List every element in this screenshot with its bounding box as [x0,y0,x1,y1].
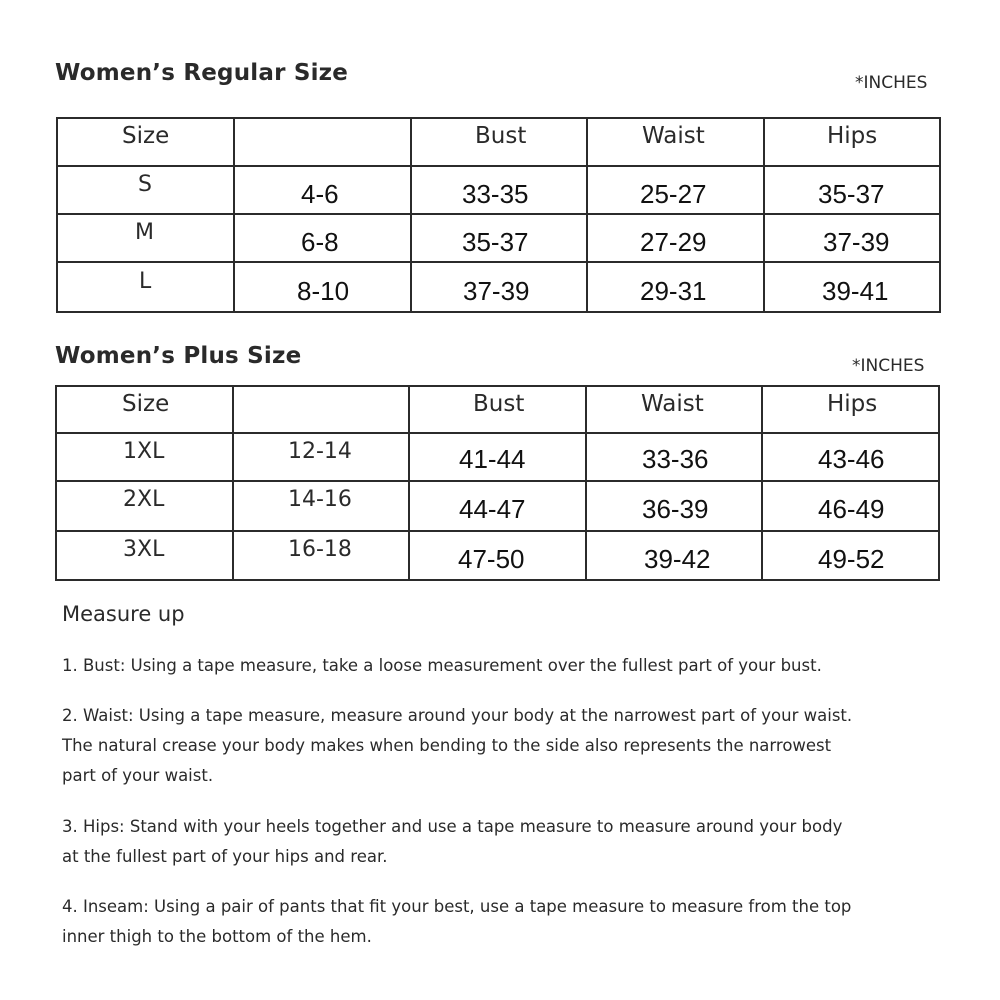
plus-size-table [55,385,940,581]
instruction-line: 4. Inseam: Using a pair of pants that fit your best, use a tape measure to measure from the top [62,897,852,916]
instruction-line: part of your waist. [62,766,214,785]
hips-cell: 49-52 [762,531,939,580]
instruction-line: 3. Hips: Stand with your heels together and use a tape measure to measure around your body [62,817,843,836]
plus-size-title: Women’s Plus Size [55,343,302,369]
header-cell-hips: Hips [764,118,940,166]
waist-cell: 33-36 [586,433,762,481]
inseam-instruction [62,892,962,952]
waist-instruction [62,701,962,791]
table-row [57,166,940,214]
us-size-cell: 6-8 [234,214,411,262]
bust-cell: 41-44 [409,433,586,481]
bust-cell: 44-47 [409,481,586,531]
header-cell-size: Size [56,386,233,433]
table-row [57,214,940,262]
size-label-cell: 3XL [56,531,233,580]
bust-cell: 33-35 [411,166,587,214]
hips-cell: 37-39 [764,214,940,262]
header-cell-bust: Bust [411,118,587,166]
table-row [56,481,939,531]
table-row [56,531,939,580]
table-row [56,433,939,481]
us-size-cell: 14-16 [233,481,409,531]
size-label-cell: 1XL [56,433,233,481]
table-header-row [57,118,940,166]
waist-cell: 39-42 [586,531,762,580]
regular-units-note: *INCHES [855,73,928,93]
table-header-row [56,386,939,433]
hips-instruction [62,812,962,872]
plus-units-note: *INCHES [852,356,925,376]
hips-cell: 46-49 [762,481,939,531]
waist-cell: 25-27 [587,166,764,214]
instruction-line: 2. Waist: Using a tape measure, measure around your body at the narrowest part of your waist. [62,706,853,725]
bust-cell: 35-37 [411,214,587,262]
regular-size-table [56,117,941,313]
bust-cell: 47-50 [409,531,586,580]
header-cell-blank [234,118,411,166]
size-label-cell: L [57,262,234,312]
instruction-line: The natural crease your body makes when bending to the side also represents the narrowest [62,736,832,755]
waist-cell: 27-29 [587,214,764,262]
header-cell-blank [233,386,409,433]
header-cell-bust: Bust [409,386,586,433]
table-row [57,262,940,312]
hips-cell: 39-41 [764,262,940,312]
waist-cell: 36-39 [586,481,762,531]
regular-size-title: Women’s Regular Size [55,60,349,86]
header-cell-size: Size [57,118,234,166]
instruction-line: at the fullest part of your hips and rear. [62,847,388,866]
size-label-cell: S [57,166,234,214]
bust-instruction [62,651,962,681]
us-size-cell: 12-14 [233,433,409,481]
header-cell-waist: Waist [586,386,762,433]
us-size-cell: 8-10 [234,262,411,312]
hips-cell: 35-37 [764,166,940,214]
instruction-line: inner thigh to the bottom of the hem. [62,927,372,946]
hips-cell: 43-46 [762,433,939,481]
size-label-cell: M [57,214,234,262]
waist-cell: 29-31 [587,262,764,312]
us-size-cell: 4-6 [234,166,411,214]
size-label-cell: 2XL [56,481,233,531]
us-size-cell: 16-18 [233,531,409,580]
header-cell-waist: Waist [587,118,764,166]
measure-up-heading: Measure up [62,602,185,626]
bust-cell: 37-39 [411,262,587,312]
instruction-line: 1. Bust: Using a tape measure, take a loose measurement over the fullest part of your bust. [62,656,822,675]
header-cell-hips: Hips [762,386,939,433]
